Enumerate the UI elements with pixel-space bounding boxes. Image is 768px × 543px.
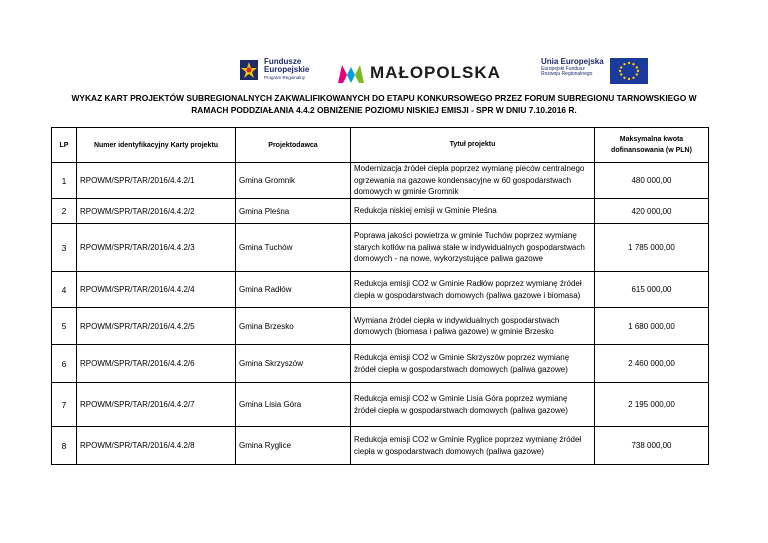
- header-title: Tytuł projektu: [351, 128, 595, 163]
- cell-title: Redukcja emisji CO2 w Gminie Radłów poprzez wymianę źródeł ciepła w gospodarstwach domowych (paliwa gazowe i biomasa): [351, 272, 595, 308]
- table-header-row: [52, 128, 709, 163]
- cell-amount: 1 785 000,00: [595, 224, 709, 272]
- cell-title: Redukcja niskiej emisji w Gminie Pleśna: [351, 199, 595, 224]
- header-id: Numer identyfikacyjny Karty projektu: [77, 128, 236, 163]
- header-applicant: Projektodawca: [236, 128, 351, 163]
- cell-lp: 5: [52, 308, 77, 345]
- cell-id: RPOWM/SPR/TAR/2016/4.4.2/3: [77, 224, 236, 272]
- table-row: [52, 163, 709, 199]
- cell-amount: 480 000,00: [595, 163, 709, 199]
- cell-amount: 2 460 000,00: [595, 345, 709, 383]
- eu-logo: [541, 58, 648, 84]
- heading-line1: WYKAZ KART PROJEKTÓW SUBREGIONALNYCH ZAKWALIFIKOWANYCH DO ETAPU KONKURSOWEGO PRZEZ FORUM SUBREGIONU TARNOWSKIEGO W: [71, 93, 697, 103]
- cell-title: Redukcja emisji CO2 w Gminie Skrzyszów poprzez wymianę źródeł ciepła w gospodarstwach domowych (paliwa gazowe): [351, 345, 595, 383]
- heading-line2: RAMACH PODDZIAŁANIA 4.4.2 OBNIŻENIE POZIOMU NISKIEJ EMISJI - SPR W DNIU 7.10.2016 R.: [191, 105, 577, 115]
- table-row: [52, 427, 709, 465]
- fundusze-europejskie-logo: [238, 58, 309, 82]
- cell-title: Redukcja emisji CO2 w Gminie Lisia Góra poprzez wymianę źródeł ciepła w gospodarstwach domowych (paliwa gazowe): [351, 383, 595, 427]
- eu-line3: Rozwoju Regionalnego: [541, 71, 593, 78]
- cell-id: RPOWM/SPR/TAR/2016/4.4.2/6: [77, 345, 236, 383]
- fe-star-icon: [238, 58, 260, 82]
- cell-amount: 615 000,00: [595, 272, 709, 308]
- cell-id: RPOWM/SPR/TAR/2016/4.4.2/4: [77, 272, 236, 308]
- cell-title: Wymiana źródeł ciepła w indywidualnych gospodarstwach domowych (biomasa i paliwa gazowe) w gminie Brzesko: [351, 308, 595, 345]
- cell-lp: 4: [52, 272, 77, 308]
- cell-lp: 8: [52, 427, 77, 465]
- eu-flag-icon: [610, 58, 648, 84]
- eu-line2: Europejski Fundusz: [541, 65, 585, 72]
- cell-title: Modernizacja źródeł ciepła poprzez wymianę pieców centralnego ogrzewania na gazowe kondensacyjne w 60 gospodarstwach domowych w gminie Gromnik: [351, 163, 595, 199]
- cell-title: Redukcja emisji CO2 w Gminie Ryglice poprzez wymianę źródeł ciepła w gospodarstwach domowych (paliwa gazowe): [351, 427, 595, 465]
- document-heading: [30, 92, 738, 116]
- cell-applicant: Gmina Gromnik: [236, 163, 351, 199]
- table-row: [52, 383, 709, 427]
- cell-title: Poprawa jakości powietrza w gminie Tuchów poprzez wymianę starych kotłów na paliwa stałe w indywidualnych gospodarstwach domowych - na nowe, wykorzystujące paliwa gazowe: [351, 224, 595, 272]
- cell-amount: 1 680 000,00: [595, 308, 709, 345]
- cell-amount: 420 000,00: [595, 199, 709, 224]
- cell-applicant: Gmina Brzesko: [236, 308, 351, 345]
- cell-id: RPOWM/SPR/TAR/2016/4.4.2/1: [77, 163, 236, 199]
- malopolska-m-icon: [338, 63, 364, 83]
- cell-lp: 3: [52, 224, 77, 272]
- cell-applicant: Gmina Ryglice: [236, 427, 351, 465]
- header-amount: Maksymalna kwota dofinansowania (w PLN): [595, 128, 709, 163]
- table-row: [52, 345, 709, 383]
- cell-lp: 2: [52, 199, 77, 224]
- cell-applicant: Gmina Lisia Góra: [236, 383, 351, 427]
- cell-lp: 1: [52, 163, 77, 199]
- eu-line1: Unia Europejska: [541, 57, 604, 66]
- header-lp: LP: [52, 128, 77, 163]
- cell-amount: 2 195 000,00: [595, 383, 709, 427]
- fe-line1: Fundusze: [264, 57, 302, 66]
- table-row: [52, 272, 709, 308]
- cell-applicant: Gmina Pleśna: [236, 199, 351, 224]
- fe-line2: Europejskie: [264, 65, 310, 75]
- projects-table: [51, 127, 709, 465]
- cell-applicant: Gmina Radłów: [236, 272, 351, 308]
- cell-id: RPOWM/SPR/TAR/2016/4.4.2/8: [77, 427, 236, 465]
- malopolska-logo: [338, 63, 501, 83]
- table-row: [52, 308, 709, 345]
- table-row: [52, 199, 709, 224]
- cell-amount: 738 000,00: [595, 427, 709, 465]
- cell-lp: 7: [52, 383, 77, 427]
- cell-id: RPOWM/SPR/TAR/2016/4.4.2/2: [77, 199, 236, 224]
- fe-line3: Program Regionalny: [264, 74, 306, 80]
- malopolska-wordmark: MAŁOPOLSKA: [370, 63, 501, 82]
- cell-id: RPOWM/SPR/TAR/2016/4.4.2/7: [77, 383, 236, 427]
- cell-applicant: Gmina Tuchów: [236, 224, 351, 272]
- cell-applicant: Gmina Skrzyszów: [236, 345, 351, 383]
- cell-id: RPOWM/SPR/TAR/2016/4.4.2/5: [77, 308, 236, 345]
- table-row: [52, 224, 709, 272]
- cell-lp: 6: [52, 345, 77, 383]
